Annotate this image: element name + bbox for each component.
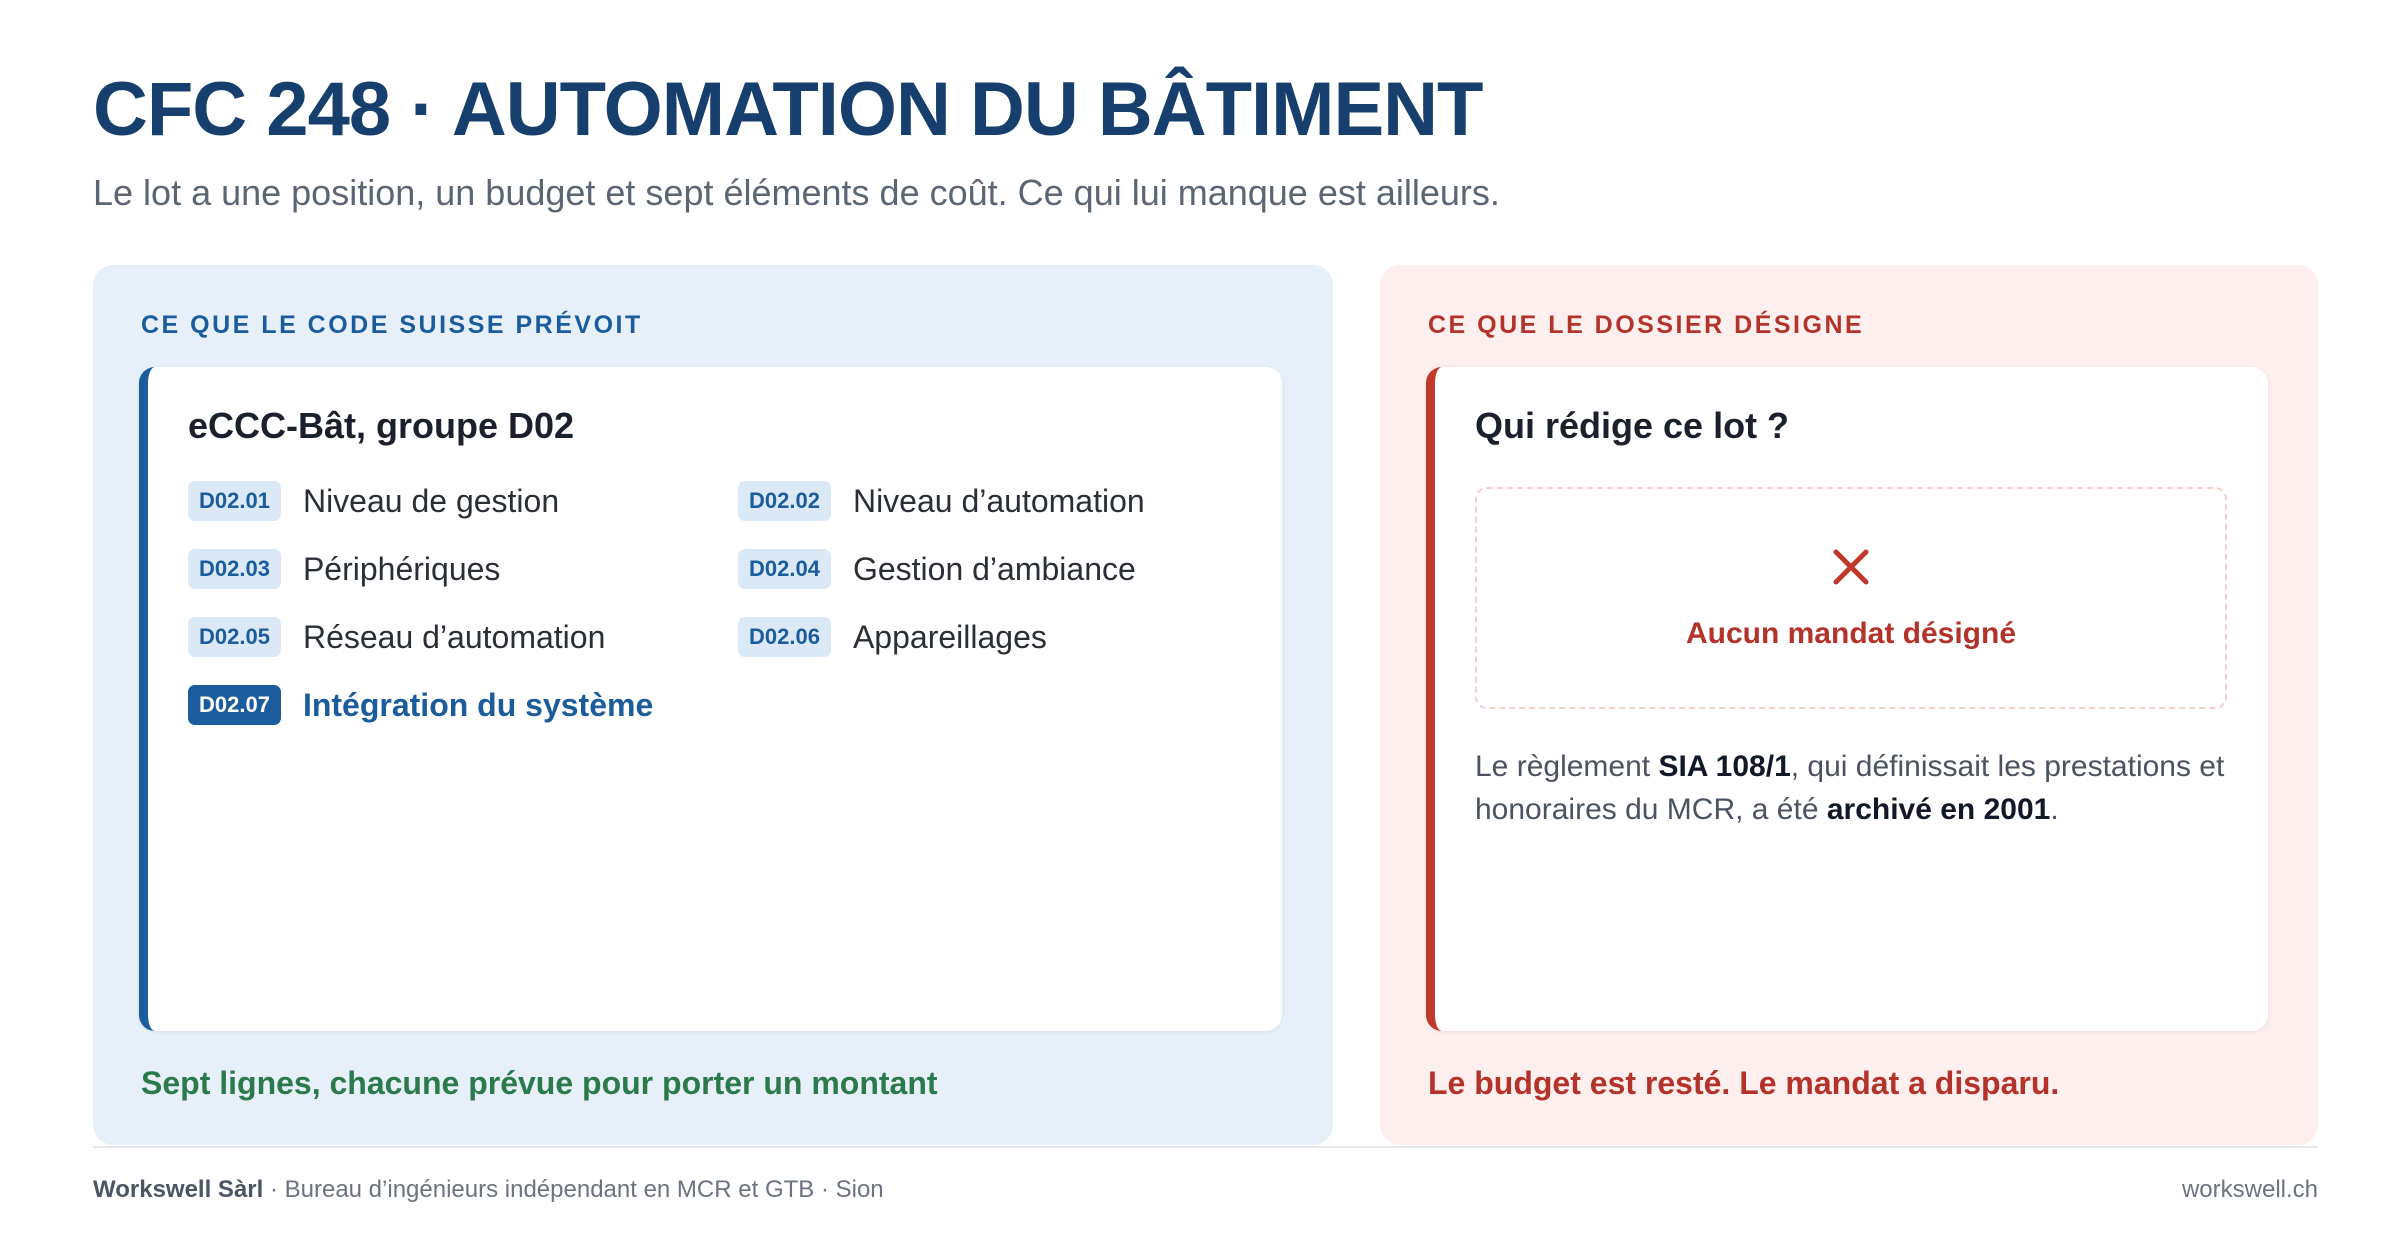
code-item [738,617,1047,657]
dossier-panel-label: CE QUE LE DOSSIER DÉSIGNE [1428,311,1865,339]
code-item [188,481,559,521]
dossier-panel [1380,265,2318,1145]
website-link[interactable]: workswell.ch [2181,1176,2318,1203]
code-card-title: eCCC-Bât, groupe D02 [188,405,575,446]
code-badge: D02.03 [188,549,281,589]
page-subtitle: Le lot a une position, un budget et sept éléments de coût. Ce qui lui manque est ailleurs. [93,172,1500,213]
code-label: Niveau d’automation [852,482,1145,519]
page-title: CFC 248 · AUTOMATION DU BÂTIMENT [93,67,1483,152]
code-panel-footer: Sept lignes, chacune prévue pour porter un montant [141,1065,938,1101]
code-label: Niveau de gestion [302,482,560,519]
sia-reference: SIA 108/1 [1658,750,1791,783]
code-item [188,549,500,589]
empty-mandate-box [1475,487,2227,709]
dossier-panel-footer: Le budget est resté. Le mandat a disparu. [1428,1065,2060,1101]
code-item [738,481,1145,521]
cross-icon [1831,547,1871,587]
dossier-card [1426,367,2268,1031]
code-badge: D02.02 [738,481,831,521]
code-label: Gestion d’ambiance [852,550,1136,587]
code-badge: D02.07 [188,685,281,725]
footer-divider [93,1146,2318,1148]
code-item [738,549,1136,589]
footer-credits [93,1176,884,1204]
archive-date: archivé en 2001 [1826,793,2051,826]
code-badge: D02.05 [188,617,281,657]
code-label: Périphériques [302,550,501,587]
empty-mandate-label: Aucun mandat désigné [1685,617,2017,650]
code-item [188,617,605,657]
code-badge: D02.04 [738,549,831,589]
company-description: · Bureau d’ingénieurs indépendant en MCR et GTB · Sion [263,1176,884,1203]
code-label: Appareillages [852,618,1047,655]
code-item-highlighted [188,685,653,725]
code-label: Réseau d’automation [302,618,606,655]
sia-note: Le règlement SIA 108/1, qui définissait les prestations et honoraires du MCR, a été archivé en 2001. [1475,750,2225,826]
code-label: Intégration du système [302,686,654,723]
code-panel [93,265,1333,1145]
code-panel-label: CE QUE LE CODE SUISSE PRÉVOIT [141,311,643,339]
code-badge: D02.06 [738,617,831,657]
dossier-card-title: Qui rédige ce lot ? [1475,405,1790,446]
company-name: Workswell Sàrl [93,1176,264,1203]
code-badge: D02.01 [188,481,281,521]
code-card [139,367,1282,1031]
